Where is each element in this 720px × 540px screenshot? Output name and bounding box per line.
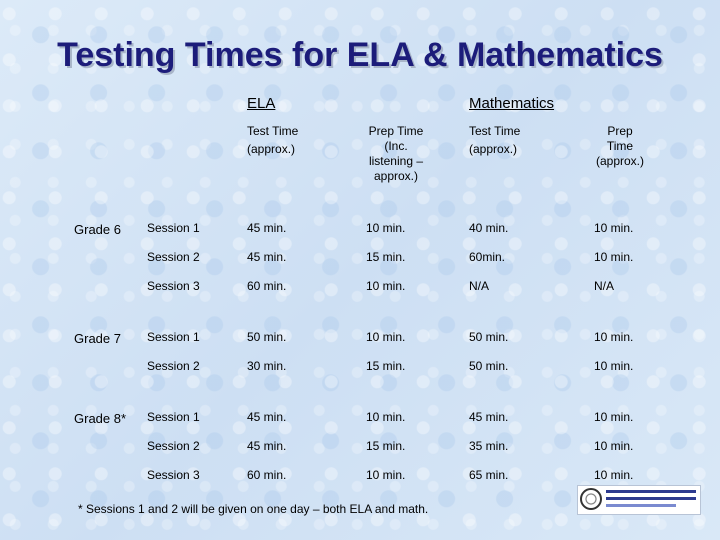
seal-emblem-icon: [580, 488, 602, 510]
grade-6-label: Grade 6: [74, 222, 121, 237]
math-prep-cell: 10 min.: [594, 468, 634, 482]
math-prep-cell: 10 min.: [594, 330, 634, 344]
math-test-cell: N/A: [469, 279, 490, 293]
footnote: * Sessions 1 and 2 will be given on one day – both ELA and math.: [78, 502, 429, 516]
math-prep-time-header: [588, 124, 652, 169]
ela-prep-cell: 10 min.: [366, 279, 406, 293]
math-test-time-line2: (approx.): [469, 142, 518, 156]
seal-text-line: [606, 504, 676, 507]
nysed-seal-icon: [577, 485, 701, 515]
grade-8-label: Grade 8*: [74, 411, 127, 426]
math-test-cell: 35 min.: [469, 439, 509, 453]
math-prep-cell: 10 min.: [594, 359, 634, 373]
ela-test-time-line2: (approx.): [247, 142, 296, 156]
ela-prep-line3: listening –: [368, 154, 424, 168]
math-test-cell: 45 min.: [469, 410, 509, 424]
math-prep-line1: Prep: [607, 124, 633, 138]
session-cell: Session 1: [147, 410, 200, 424]
math-prep-line3: (approx.): [595, 154, 645, 168]
math-prep-cell: N/A: [594, 279, 615, 293]
ela-test-time-header: [247, 124, 298, 157]
ela-prep-line2: (Inc.: [384, 139, 408, 153]
ela-test-cell: 60 min.: [247, 279, 287, 293]
math-prep-cell: 10 min.: [594, 410, 634, 424]
ela-test-cell: 45 min.: [247, 410, 287, 424]
ela-test-cell: 50 min.: [247, 330, 287, 344]
math-test-cell: 65 min.: [469, 468, 509, 482]
math-prep-cell: 10 min.: [594, 221, 634, 235]
ela-test-time-line1: Test Time: [247, 124, 299, 138]
ela-header: ELA: [247, 95, 276, 112]
ela-prep-cell: 15 min.: [366, 439, 406, 453]
ela-prep-cell: 10 min.: [366, 221, 406, 235]
ela-prep-cell: 10 min.: [366, 410, 406, 424]
ela-prep-time-header: [358, 124, 434, 184]
ela-test-cell: 30 min.: [247, 359, 287, 373]
math-test-cell: 50 min.: [469, 330, 509, 344]
session-cell: Session 2: [147, 439, 200, 453]
ela-prep-line1: Prep Time: [368, 124, 424, 138]
ela-test-cell: 45 min.: [247, 221, 287, 235]
math-test-cell: 60min.: [469, 250, 506, 264]
seal-text-line: [606, 497, 696, 500]
page-title: Testing Times for ELA & Mathematics: [57, 36, 663, 74]
math-prep-cell: 10 min.: [594, 250, 634, 264]
ela-prep-cell: 10 min.: [366, 468, 406, 482]
ela-prep-cell: 10 min.: [366, 330, 406, 344]
ela-test-cell: 60 min.: [247, 468, 287, 482]
session-cell: Session 2: [147, 359, 200, 373]
ela-prep-line4: approx.): [373, 169, 419, 183]
math-test-time-line1: Test Time: [469, 124, 521, 138]
math-test-cell: 40 min.: [469, 221, 509, 235]
session-cell: Session 1: [147, 221, 200, 235]
grade-7-label: Grade 7: [74, 331, 121, 346]
math-prep-line2: Time: [606, 139, 634, 153]
math-test-time-header: [469, 124, 520, 157]
session-cell: Session 3: [147, 468, 200, 482]
seal-text-line: [606, 490, 696, 493]
ela-prep-cell: 15 min.: [366, 250, 406, 264]
ela-test-cell: 45 min.: [247, 439, 287, 453]
math-header: Mathematics: [469, 95, 555, 112]
ela-prep-cell: 15 min.: [366, 359, 406, 373]
session-cell: Session 2: [147, 250, 200, 264]
math-test-cell: 50 min.: [469, 359, 509, 373]
session-cell: Session 1: [147, 330, 200, 344]
ela-test-cell: 45 min.: [247, 250, 287, 264]
math-prep-cell: 10 min.: [594, 439, 634, 453]
session-cell: Session 3: [147, 279, 200, 293]
